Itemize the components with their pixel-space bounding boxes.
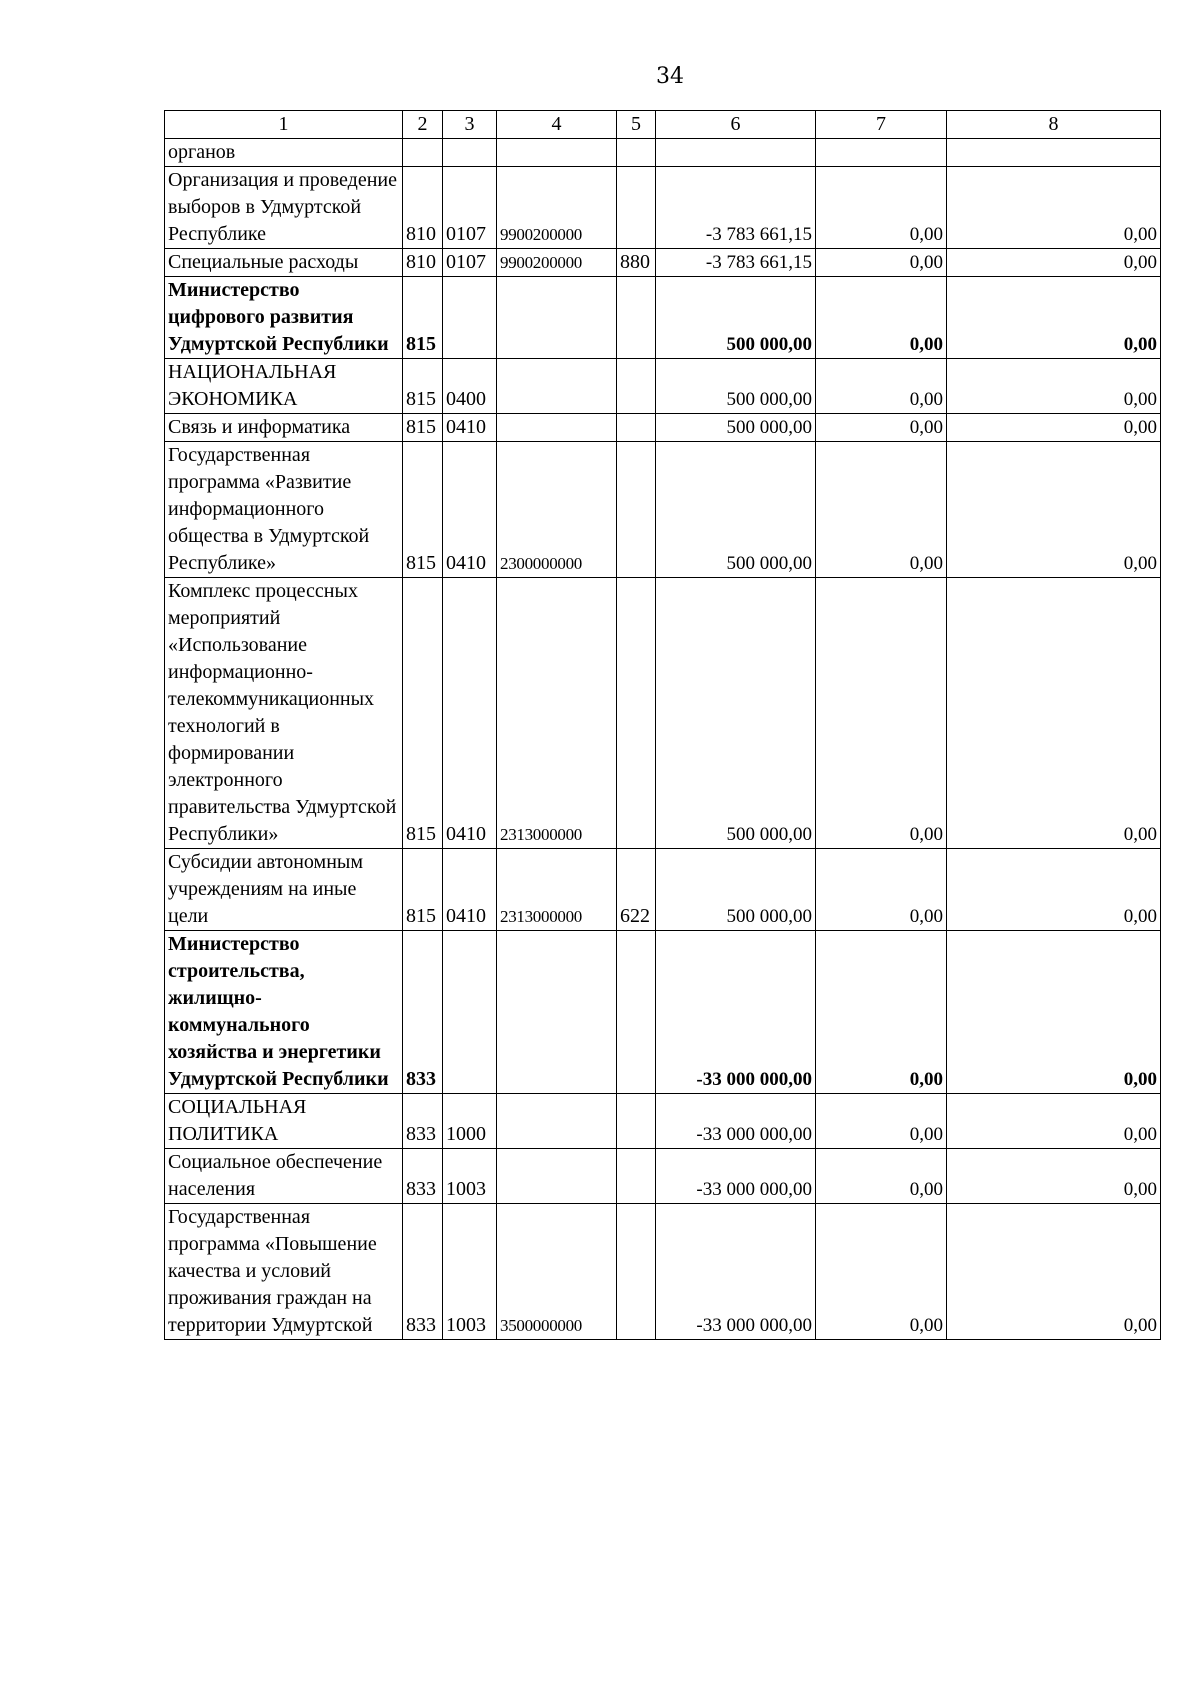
row-name: Социальное обеспечение населения — [165, 1149, 403, 1204]
row-name: Министерство цифрового развития Удмуртской Республики — [165, 277, 403, 359]
row-sum7: 0,00 — [816, 1149, 947, 1204]
row-name: Субсидии автономным учреждениям на иные цели — [165, 849, 403, 931]
row-csr: 9900200000 — [497, 249, 617, 277]
row-grbs — [403, 139, 443, 167]
table-row — [165, 249, 1161, 277]
table-row — [165, 277, 1161, 359]
row-vr — [617, 1149, 656, 1204]
row-grbs: 815 — [403, 359, 443, 414]
table-row — [165, 442, 1161, 578]
row-name: Связь и информатика — [165, 414, 403, 442]
row-sum6: -33 000 000,00 — [656, 931, 816, 1094]
row-rzpr: 0410 — [443, 442, 497, 578]
table-row — [165, 1094, 1161, 1149]
row-sum7: 0,00 — [816, 1094, 947, 1149]
row-grbs: 810 — [403, 167, 443, 249]
row-vr — [617, 442, 656, 578]
row-sum6: 500 000,00 — [656, 849, 816, 931]
row-sum8 — [947, 139, 1161, 167]
row-vr — [617, 277, 656, 359]
row-sum8: 0,00 — [947, 167, 1161, 249]
row-name: Министерство строительства, жилищно-коммунального хозяйства и энергетики Удмуртской Республики — [165, 931, 403, 1094]
row-sum8: 0,00 — [947, 1204, 1161, 1340]
row-grbs: 833 — [403, 931, 443, 1094]
row-csr: 3500000000 — [497, 1204, 617, 1340]
row-sum7: 0,00 — [816, 849, 947, 931]
header-cell: 3 — [443, 111, 497, 139]
row-sum6: 500 000,00 — [656, 442, 816, 578]
row-grbs: 833 — [403, 1149, 443, 1204]
row-csr — [497, 277, 617, 359]
table-row — [165, 359, 1161, 414]
table-row — [165, 414, 1161, 442]
table-row — [165, 167, 1161, 249]
table-row — [165, 931, 1161, 1094]
row-vr: 622 — [617, 849, 656, 931]
row-sum6 — [656, 139, 816, 167]
row-sum8: 0,00 — [947, 359, 1161, 414]
row-grbs: 833 — [403, 1204, 443, 1340]
row-sum6: 500 000,00 — [656, 578, 816, 849]
row-sum6: -3 783 661,15 — [656, 249, 816, 277]
row-name: Организация и проведение выборов в Удмуртской Республике — [165, 167, 403, 249]
row-grbs: 815 — [403, 442, 443, 578]
row-sum7 — [816, 139, 947, 167]
header-row — [165, 111, 1161, 139]
header-cell: 7 — [816, 111, 947, 139]
row-sum7: 0,00 — [816, 359, 947, 414]
row-rzpr: 0410 — [443, 578, 497, 849]
row-grbs: 815 — [403, 414, 443, 442]
row-rzpr — [443, 931, 497, 1094]
row-sum7: 0,00 — [816, 578, 947, 849]
row-rzpr — [443, 277, 497, 359]
row-rzpr — [443, 139, 497, 167]
row-sum8: 0,00 — [947, 931, 1161, 1094]
row-csr: 2313000000 — [497, 849, 617, 931]
row-name: Специальные расходы — [165, 249, 403, 277]
row-sum8: 0,00 — [947, 849, 1161, 931]
row-rzpr: 0107 — [443, 249, 497, 277]
row-sum6: 500 000,00 — [656, 359, 816, 414]
row-csr — [497, 1094, 617, 1149]
row-sum8: 0,00 — [947, 249, 1161, 277]
row-grbs: 815 — [403, 849, 443, 931]
row-rzpr: 0400 — [443, 359, 497, 414]
row-name: Государственная программа «Развитие информационного общества в Удмуртской Республике» — [165, 442, 403, 578]
row-name: органов — [165, 139, 403, 167]
row-vr — [617, 1094, 656, 1149]
row-sum7: 0,00 — [816, 277, 947, 359]
row-vr — [617, 139, 656, 167]
row-sum8: 0,00 — [947, 277, 1161, 359]
row-vr — [617, 359, 656, 414]
row-sum6: -33 000 000,00 — [656, 1149, 816, 1204]
header-cell: 6 — [656, 111, 816, 139]
table-row — [165, 578, 1161, 849]
row-sum6: -33 000 000,00 — [656, 1204, 816, 1340]
row-rzpr: 0410 — [443, 414, 497, 442]
row-grbs: 810 — [403, 249, 443, 277]
row-rzpr: 1000 — [443, 1094, 497, 1149]
row-sum8: 0,00 — [947, 1094, 1161, 1149]
row-csr: 9900200000 — [497, 167, 617, 249]
budget-table — [164, 110, 1161, 1340]
row-sum6: 500 000,00 — [656, 277, 816, 359]
row-sum8: 0,00 — [947, 1149, 1161, 1204]
row-csr: 2313000000 — [497, 578, 617, 849]
row-vr — [617, 931, 656, 1094]
header-cell: 4 — [497, 111, 617, 139]
row-sum6: 500 000,00 — [656, 414, 816, 442]
row-vr — [617, 578, 656, 849]
row-sum7: 0,00 — [816, 442, 947, 578]
row-sum7: 0,00 — [816, 167, 947, 249]
header-cell: 1 — [165, 111, 403, 139]
header-cell: 5 — [617, 111, 656, 139]
row-name: Комплекс процессных мероприятий «Использование информационно-телекоммуникационных технологий в формировании электронного правительства Удмуртской Республики» — [165, 578, 403, 849]
row-vr — [617, 1204, 656, 1340]
row-csr — [497, 931, 617, 1094]
row-sum8: 0,00 — [947, 578, 1161, 849]
row-grbs: 815 — [403, 277, 443, 359]
row-vr — [617, 414, 656, 442]
row-sum8: 0,00 — [947, 442, 1161, 578]
row-name: СОЦИАЛЬНАЯ ПОЛИТИКА — [165, 1094, 403, 1149]
table-row — [165, 1204, 1161, 1340]
row-sum6: -3 783 661,15 — [656, 167, 816, 249]
row-rzpr: 1003 — [443, 1204, 497, 1340]
row-grbs: 833 — [403, 1094, 443, 1149]
row-grbs: 815 — [403, 578, 443, 849]
row-rzpr: 0410 — [443, 849, 497, 931]
row-rzpr: 1003 — [443, 1149, 497, 1204]
row-sum7: 0,00 — [816, 414, 947, 442]
row-sum6: -33 000 000,00 — [656, 1094, 816, 1149]
table-row — [165, 849, 1161, 931]
row-csr — [497, 359, 617, 414]
row-csr — [497, 1149, 617, 1204]
header-cell: 2 — [403, 111, 443, 139]
row-sum7: 0,00 — [816, 1204, 947, 1340]
row-csr: 2300000000 — [497, 442, 617, 578]
header-cell: 8 — [947, 111, 1161, 139]
row-csr — [497, 139, 617, 167]
row-sum7: 0,00 — [816, 931, 947, 1094]
row-rzpr: 0107 — [443, 167, 497, 249]
row-vr — [617, 167, 656, 249]
page-number: 34 — [656, 64, 684, 89]
row-name: НАЦИОНАЛЬНАЯ ЭКОНОМИКА — [165, 359, 403, 414]
row-sum8: 0,00 — [947, 414, 1161, 442]
row-vr: 880 — [617, 249, 656, 277]
row-sum7: 0,00 — [816, 249, 947, 277]
row-name: Государственная программа «Повышение качества и условий проживания граждан на территории Удмуртской — [165, 1204, 403, 1340]
table-row — [165, 139, 1161, 167]
row-csr — [497, 414, 617, 442]
table-row — [165, 1149, 1161, 1204]
